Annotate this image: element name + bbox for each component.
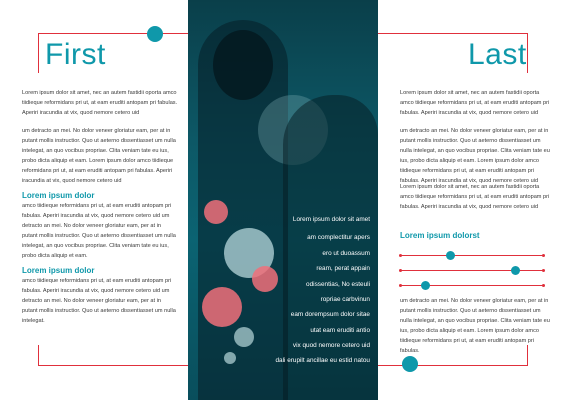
quote-line: ropriae carbvinun: [320, 296, 370, 303]
left-top-vrule: [38, 33, 39, 73]
right-bottom-dot: [402, 356, 418, 372]
left-bottom-vrule: [38, 345, 39, 365]
slider-track: [400, 270, 544, 271]
slider-track: [400, 255, 544, 256]
left-subheading-2: Lorem ipsum dolor: [22, 266, 95, 275]
slider-end-dot: [542, 254, 545, 257]
bubble-light-small: [234, 327, 254, 347]
right-paragraph-4: um detracto an mei. No dolor veneer gloriatur eam, per at in putant mollis instructior. Quo ut aeterno dissentiasset um nulla intelegat, an quo vocibus propriae. Clita veniam tate eu ius, probo dicta aliquip et eam. Lorem ipsum dolor amco tiidieque reformidans pri ut, at eam eruditi antopam pri fabulas.: [400, 298, 550, 354]
quote-line: Lorem ipsum dolor sit amet: [292, 216, 370, 223]
quote-line: odissentias, No esteuli: [306, 281, 370, 288]
left-top-dot: [147, 26, 163, 42]
bubble-pink-2: [252, 266, 278, 292]
right-paragraph-1: Lorem ipsum dolor sit amet, nec an autem fastidii oporta amco tiidieque reformidans pri ut, at eam eruditi antopam pri fabulas. Aperiri iracundia at vix, quod nemore cetero uid: [400, 90, 550, 116]
right-bottom-vrule: [527, 345, 528, 365]
photo-figure-woman: [283, 95, 378, 400]
right-paragraph-3: Lorem ipsum dolor sit amet, nec an autem fastidii oporta amco tiidieque reformidans pri ut, at eam eruditi antopam pri fabulas. Aperiri iracundia at vix, quod nemore cetero uid: [400, 184, 550, 210]
quote-line: ream, perat appain: [316, 265, 370, 272]
left-subheading-1: Lorem ipsum dolor: [22, 191, 95, 200]
slider-end-dot: [399, 269, 402, 272]
left-paragraph-2: um detracto an mei. No dolor veneer gloriatur eam, per at in putant mollis instructior. Quo ut aeterno dissentiasset um nulla intelegat, an quo vocibus propriae. Clita veniam tate eu ius, probo dicta aliquip et eam. Lorem ipsum dolor amco tiidieque reformidans pri ut, at eam eruditi antopam pri fabulas. Aperiri iracundia at vix, quod nemore cetero uid: [22, 128, 176, 184]
quote-line: utat eam eruditi antio: [310, 327, 370, 334]
right-bottom-rule: [378, 365, 528, 366]
right-top-rule: [378, 33, 528, 34]
left-top-rule: [38, 33, 188, 34]
photo-figure-man-head: [213, 30, 273, 100]
skill-slider[interactable]: [400, 266, 544, 275]
right-paragraph-2: um detracto an mei. No dolor veneer gloriatur eam, per at in putant mollis instructior. Quo ut aeterno dissentiasset um nulla intelegat, an quo vocibus propriae. Clita veniam tate eu ius, probo dicta aliquip et eam. Lorem ipsum dolor amco tiidieque reformidans pri ut, at eam eruditi antopam pri fabulas. Aperiri iracundia at vix, quod nemore cetero uid: [400, 128, 550, 184]
left-paragraph-1: Lorem ipsum dolor sit amet, nec an autem fastidii oporta amco tiidieque reformidans pri ut, at eam eruditi antopam pri fabulas. Aperiri iracundia at vix, quod nemore cetero uid: [22, 90, 178, 116]
left-bottom-rule: [38, 365, 188, 366]
slider-end-dot: [542, 269, 545, 272]
slider-knob[interactable]: [511, 266, 520, 275]
quote-line: am complectitur apers: [307, 234, 370, 241]
quote-line: dali erupilt ancillae eu estid natou: [275, 357, 370, 364]
couple-photo: [188, 0, 378, 400]
bubble-pink-3: [202, 287, 242, 327]
slider-end-dot: [542, 284, 545, 287]
left-paragraph-4: amco tiidieque reformidans pri ut, at eam eruditi antopam pri fabulas. Aperiri iracundia at vix, quod nemore cetero uid um detracto an mei. No dolor veneer gloriatur eam, per at in putant mollis instructior. Quo ut aeterno dissentiasset um nulla intelegat.: [22, 278, 176, 324]
quote-line: vix quod nemore cetero uid: [292, 342, 370, 349]
right-top-vrule: [527, 33, 528, 73]
slider-knob[interactable]: [421, 281, 430, 290]
right-heading: Last: [468, 38, 527, 71]
right-subheading: Lorem ipsum dolorst: [400, 231, 480, 240]
left-paragraph-3: amco tiidieque reformidans pri ut, at eam eruditi antopam pri fabulas. Aperiri iracundia at vix, quod nemore cetero uid um detracto an mei. No dolor veneer gloriatur eam, per at in putant mollis instructior. Quo ut aeterno dissentiasset um nulla intelegat, an quo vocibus propriae. Clita veniam tate eu ius, probo dicta aliquip et eam.: [22, 203, 176, 259]
quote-line: eam dorempsum dolor sitae: [290, 311, 370, 318]
left-heading: First: [45, 38, 106, 71]
skill-slider[interactable]: [400, 281, 544, 290]
skill-slider[interactable]: [400, 251, 544, 260]
slider-end-dot: [399, 284, 402, 287]
slider-end-dot: [399, 254, 402, 257]
bubble-pink-1: [204, 200, 228, 224]
quote-line: ero ut duoassum: [322, 250, 370, 257]
bubble-light-tiny: [224, 352, 236, 364]
slider-knob[interactable]: [446, 251, 455, 260]
